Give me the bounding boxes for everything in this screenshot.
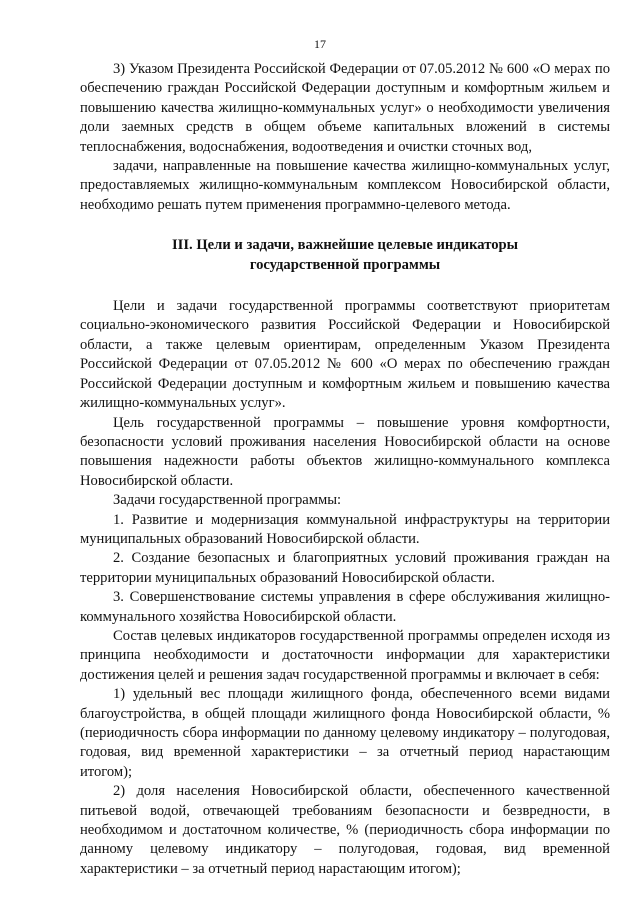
list-item-task-3: 3. Совершенствование системы управления в сфере обслуживания жилищно-коммунального хозяйства Новосибирской области. [80,589,610,625]
page-number: 17 [314,37,326,51]
section-heading-line-2: государственной программы [249,256,441,273]
paragraph-tasks-heading: Задачи государственной программы: [113,492,342,509]
paragraph-goals-priorities: Цели и задачи государственной программы соответствуют приоритетам социально-экономического развития Российской Федерации и Новосибирской области, а также целевым ориентирам, определенным Указом Президента Российской Федерации от 07.05.2012 № 600 «О мерах по обеспечению граждан Российской Федерации доступным и комфортным жильем и повышению качества жилищно-коммунальных услуг». [80,298,610,412]
list-item-indicator-2: 2) доля населения Новосибирской области, обеспеченного качественной питьевой водой, отвечающей требованиям безопасности и безвредности, в необходимом и достаточном количестве, % (периодичность сбора информации по данному целевому индикатору – полугодовая, годовая, вид временной характеристики – за отчетный период нарастающим итогом); [80,783,610,877]
section-heading [80,236,610,275]
paragraph-program-goal: Цель государственной программы – повышение уровня комфортности, безопасности условий проживания населения Новосибирской области на основе повышения надежности работы объектов жилищно-коммунального комплекса Новосибирской области. [80,414,610,489]
list-item-task-2: 2. Создание безопасных и благоприятных условий проживания граждан на территории муниципальных образований Новосибирской области. [80,550,610,586]
document-body [80,60,610,879]
paragraph-indicators-composition: Состав целевых индикаторов государственной программы определен исходя из принципа необходимости и достаточности информации для характеристики достижения целей и решения задач государственной программы и включает в себя: [80,627,610,683]
paragraph-decree-reference: 3) Указом Президента Российской Федерации от 07.05.2012 № 600 «О мерах по обеспечению граждан Российской Федерации доступным и комфортным жильем и повышению качества жилищно-коммунальных услуг» о необходимости увеличения доли заемных средств в общем объеме капитальных вложений в системы теплоснабжения, водоснабжения, водоотведения и очистки сточных вод, [80,61,610,155]
list-item-task-1: 1. Развитие и модернизация коммунальной инфраструктуры на территории муниципальных образований Новосибирской области. [80,511,610,547]
paragraph-tasks-method: задачи, направленные на повышение качества жилищно-коммунальных услуг, предоставляемых жилищно-коммунальным комплексом Новосибирской области, необходимо решать путем применения программно-целевого метода. [80,158,610,213]
list-item-indicator-1: 1) удельный вес площади жилищного фонда, обеспеченного всеми видами благоустройства, в общей площади жилищного фонда Новосибирской области, % (периодичность сбора информации по данному целевому индикатору – полугодовая, годовая, вид временной характеристики – за отчетный период нарастающим итогом); [80,686,610,780]
section-heading-line-1: III. Цели и задачи, важнейшие целевые индикаторы [171,237,519,254]
